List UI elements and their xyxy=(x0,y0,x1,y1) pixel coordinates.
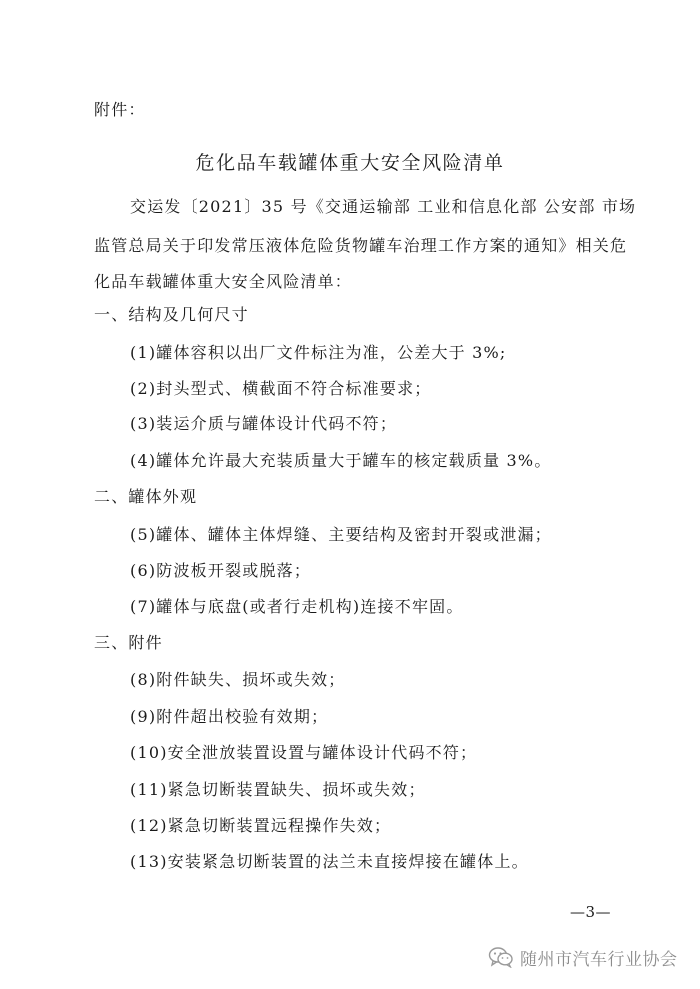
list-item: (10)安全泄放装置设置与罐体设计代码不符； xyxy=(130,743,478,762)
section-heading-structure: 一、结构及几何尺寸 xyxy=(94,305,249,324)
page-number: —3— xyxy=(570,903,612,921)
attachment-label: 附件： xyxy=(94,100,146,119)
wechat-icon xyxy=(488,946,514,968)
watermark xyxy=(488,944,678,970)
list-item: (5)罐体、罐体主体焊缝、主要结构及密封开裂或泄漏； xyxy=(130,525,552,544)
watermark-text: 随州市汽车行业协会 xyxy=(520,949,678,970)
list-item: (7)罐体与底盘(或者行走机构)连接不牢固。 xyxy=(130,597,464,616)
list-item: (2)封头型式、横截面不符合标准要求； xyxy=(130,379,432,398)
list-item: (1)罐体容积以出厂文件标注为准，公差大于 3%; xyxy=(130,343,507,362)
list-item: (8)附件缺失、损坏或失效； xyxy=(130,670,346,689)
document-title: 危化品车载罐体重大安全风险清单 xyxy=(195,152,505,174)
list-item: (13)安装紧急切断装置的法兰未直接焊接在罐体上。 xyxy=(130,852,529,871)
section-heading-accessories: 三、附件 xyxy=(94,633,163,652)
intro-line-3: 化品车载罐体重大安全风险清单： xyxy=(94,272,353,291)
section-heading-appearance: 二、罐体外观 xyxy=(94,487,198,506)
list-item: (6)防波板开裂或脱落； xyxy=(130,561,312,580)
list-item: (9)附件超出校验有效期； xyxy=(130,707,329,726)
list-item: (12)紧急切断装置远程操作失效； xyxy=(130,816,392,835)
list-item: (11)紧急切断装置缺失、损坏或失效； xyxy=(130,780,426,799)
list-item: (4)罐体允许最大充装质量大于罐车的核定载质量 3%。 xyxy=(130,451,552,470)
list-item: (3)装运介质与罐体设计代码不符； xyxy=(130,414,398,433)
intro-line-2: 监管总局关于印发常压液体危险货物罐车治理工作方案的通知》相关危 xyxy=(94,236,628,255)
intro-line-1: 交运发〔2021〕35 号《交通运输部 工业和信息化部 公安部 市场 xyxy=(130,197,637,216)
